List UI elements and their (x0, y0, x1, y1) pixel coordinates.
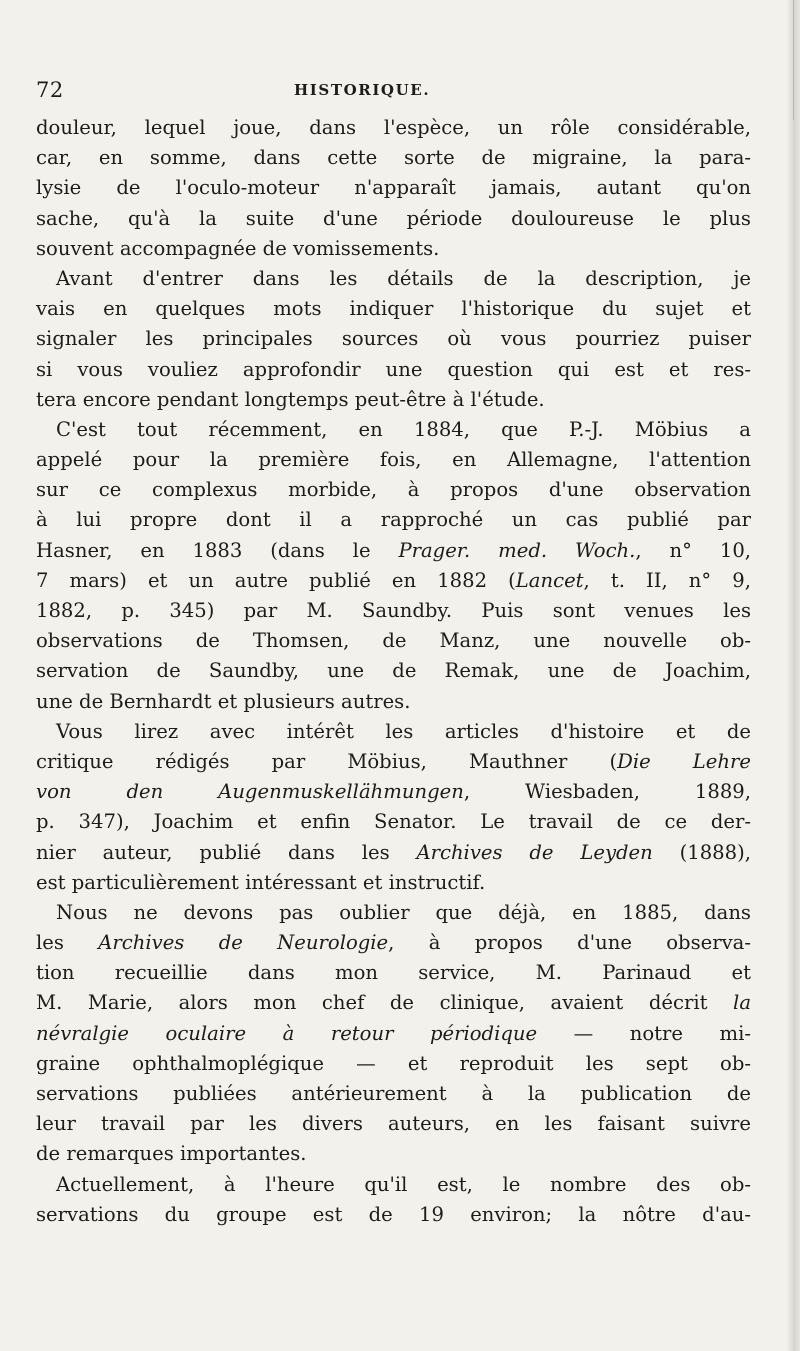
text-line: servation de Saundby, une de Remak, une de Joachim, (36, 659, 751, 683)
text-line: leur travail par les divers auteurs, en les faisant suivre (36, 1112, 751, 1136)
text-line: 7 mars) et un autre publié en 1882 (Lancet, t. II, n° 9, (36, 568, 751, 592)
citation-title: Archives de Neurologie (98, 931, 389, 955)
text-line: douleur, lequel joue, dans l'espèce, un rôle considérable, (36, 116, 751, 139)
text-line: une de Bernhardt et plusieurs autres. (36, 689, 411, 713)
text-line: C'est tout récemment, en 1884, que P.-J. Möbius a (56, 417, 751, 441)
citation-title: névralgie oculaire à retour périodique (36, 1021, 538, 1045)
text-line: de remarques importantes. (36, 1142, 307, 1166)
citation-title: Die Lehre (617, 749, 751, 773)
citation-title: Archives de Leyden (416, 840, 653, 864)
text-line: Vous lirez avec intérêt les articles d'histoire et de (56, 719, 751, 743)
text-line: à lui propre dont il a rapproché un cas publié par (36, 508, 751, 532)
text-line: Nous ne devons pas oublier que déjà, en 1885, dans (56, 900, 751, 924)
citation-title: Prager. med. Woch. (398, 538, 636, 562)
page-edge-shadow (786, 0, 800, 1351)
text-line: tera encore pendant longtemps peut-être à l'étude. (36, 387, 545, 411)
text-line: névralgie oculaire à retour périodique — notre mi- (36, 1021, 751, 1045)
text-line: graine ophthalmoplégique — et reproduit les sept ob- (36, 1051, 751, 1075)
text-line: signaler les principales sources où vous pourriez puiser (36, 327, 751, 351)
text-line: les Archives de Neurologie, à propos d'une observa- (36, 931, 751, 955)
citation-title: von den Augenmuskellähmungen (36, 780, 464, 804)
text-line: Hasner, en 1883 (dans le Prager. med. Woch., n° 10, (36, 538, 752, 562)
text-line: servations publiées antérieurement à la publication de (36, 1082, 751, 1105)
text-line: M. Marie, alors mon chef de clinique, avaient décrit la (36, 991, 751, 1015)
page-edge-line (793, 0, 794, 120)
running-head: HISTORIQUE. (294, 81, 431, 99)
text-line: 1882, p. 345) par M. Saundby. Puis sont venues les (36, 599, 751, 622)
text-line: servations du groupe est de 19 environ; la nôtre d'au- (36, 1202, 751, 1226)
text-line: si vous vouliez approfondir une question qui est et res- (36, 357, 751, 381)
body-text (36, 113, 751, 1230)
text-line: von den Augenmuskellähmungen, Wiesbaden, 1889, (36, 780, 751, 804)
text-line: critique rédigés par Möbius, Mauthner (Die Lehre (36, 749, 751, 773)
page-number: 72 (36, 78, 64, 102)
citation-title: Lancet (515, 568, 584, 592)
text-line: sur ce complexus morbide, à propos d'une observation (36, 478, 751, 502)
text-line: Avant d'entrer dans les détails de la description, je (56, 266, 751, 290)
text-line: souvent accompagnée de vomissements. (36, 236, 440, 260)
text-line: appelé pour la première fois, en Allemagne, l'attention (36, 448, 751, 472)
text-line: sache, qu'à la suite d'une période douloureuse le plus (36, 206, 751, 230)
text-line: est particulièrement intéressant et instructif. (36, 870, 486, 894)
page-header (36, 78, 736, 102)
text-line: tion recueillie dans mon service, M. Parinaud et (36, 961, 751, 985)
text-line: observations de Thomsen, de Manz, une nouvelle ob- (36, 629, 751, 653)
text-line: p. 347), Joachim et enfin Senator. Le travail de ce der- (36, 810, 751, 834)
text-line: lysie de l'oculo-moteur n'apparaît jamais, autant qu'on (36, 176, 751, 200)
text-line: Actuellement, à l'heure qu'il est, le nombre des ob- (56, 1172, 751, 1196)
citation-title: la (733, 991, 751, 1015)
text-line: nier auteur, publié dans les Archives de Leyden (1888), (36, 840, 751, 864)
text-line: vais en quelques mots indiquer l'historique du sujet et (36, 297, 751, 321)
text-line: car, en somme, dans cette sorte de migraine, la para- (36, 146, 751, 170)
